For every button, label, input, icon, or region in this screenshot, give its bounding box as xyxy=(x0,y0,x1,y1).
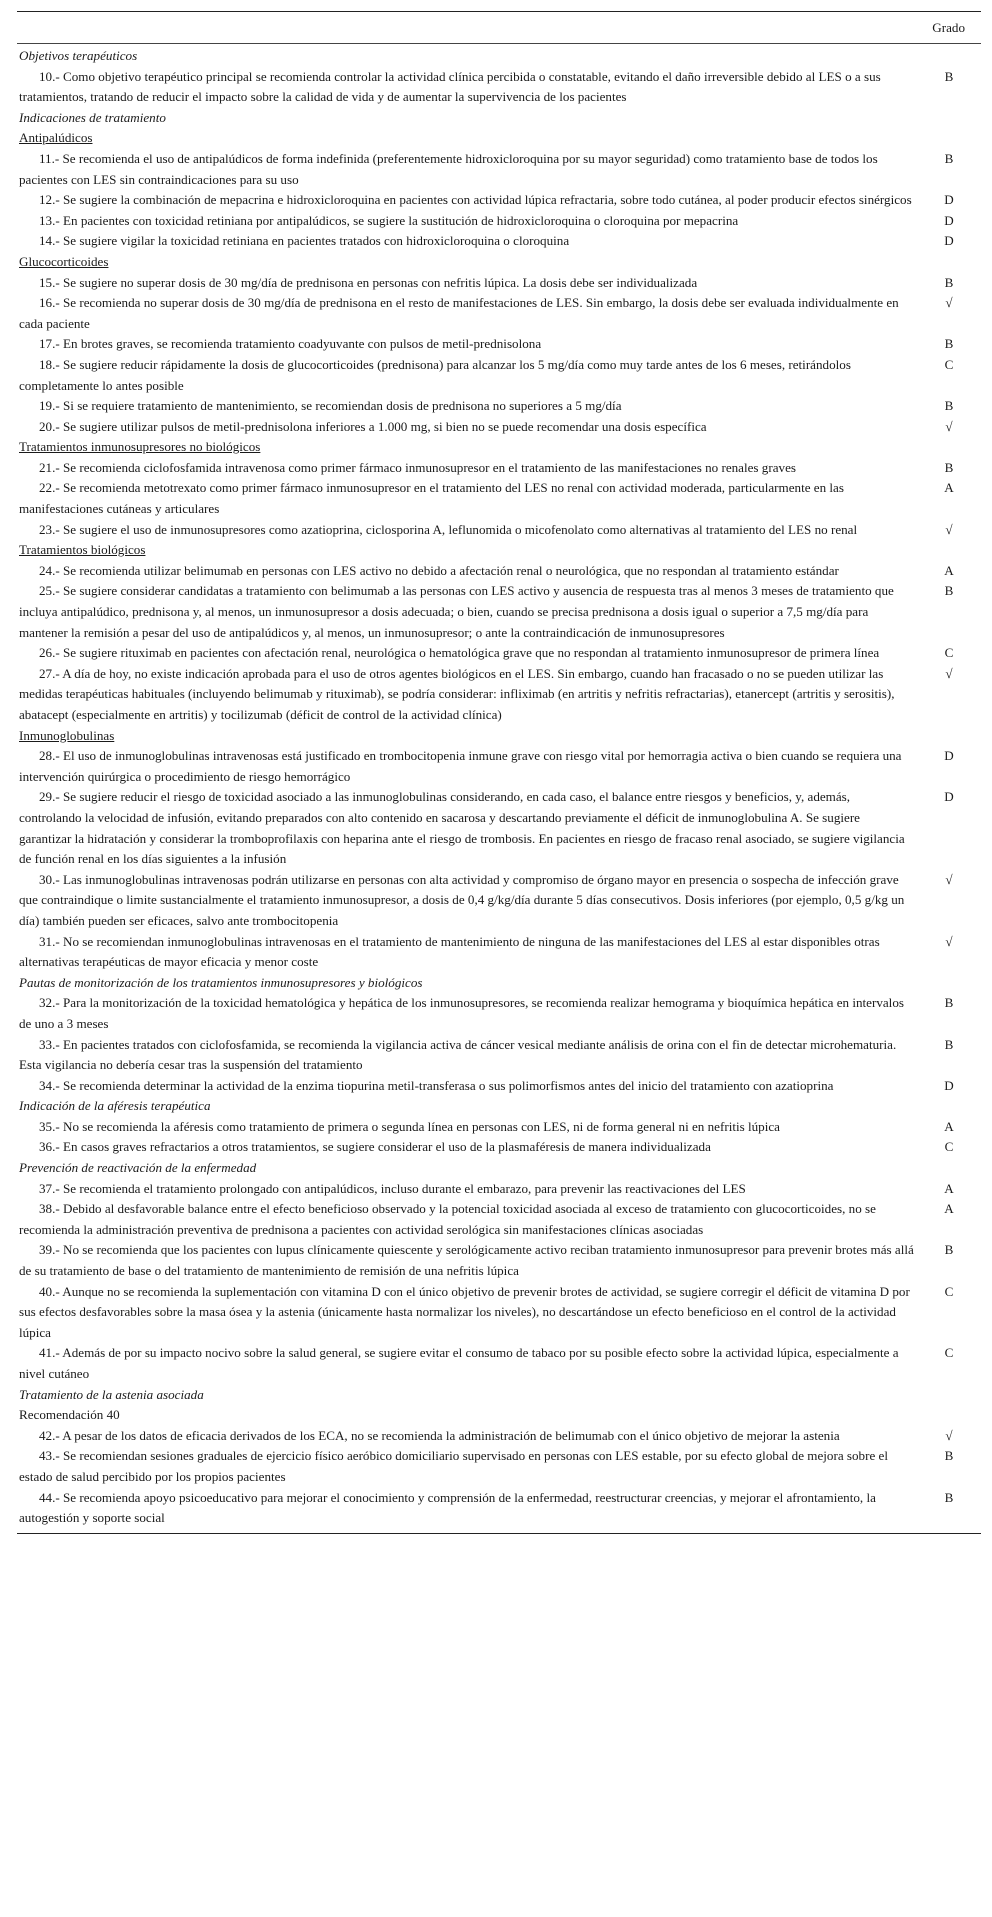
recommendation-text: 18.- Se sugiere reducir rápidamente la dosis de glucocorticoides (prednisona) para alcanzar los 5 mg/día como muy tarde antes de los 6 meses, retirándolos completamente lo antes posible xyxy=(19,356,851,393)
recommendation-grade: A xyxy=(944,562,954,578)
recommendation-row xyxy=(17,1240,981,1281)
recommendation-text: 16.- Se recomienda no superar dosis de 30 mg/día de prednisona en el resto de manifestaciones de LES. Sin embargo, la dosis debe ser evaluada individualmente en cada paciente xyxy=(19,295,899,331)
recommendation-row xyxy=(17,231,981,252)
recommendation-text: 29.- Se sugiere reducir el riesgo de toxicidad asociado a las inmunoglobulinas considerando, en cada caso, el balance entre riesgos y beneficios, y, además, controlando la velocidad de infusión, evitando preparados con alto contenido en sacarosa y descartando previamente el déficit de inmunoglobulina A. Se sugiere garantizar la hidratación y considerar la tromboprofilaxis con heparina ante el riesgo de trombosis. En pacientes en riesgo de fracaso renal asociado, se sugiere vigilancia de función renal en los días siguientes a la infusión xyxy=(19,789,905,867)
recommendation-grade: √ xyxy=(945,295,953,311)
recommendation-grade: B xyxy=(944,1448,954,1464)
recommendation-row xyxy=(17,67,981,108)
recommendation-row xyxy=(17,664,981,726)
recommendation-text: 34.- Se recomienda determinar la actividad de la enzima tiopurina metil-transferasa o sus polimorfismos antes del inicio del tratamiento con azatioprina xyxy=(39,1077,834,1093)
recommendation-grade: D xyxy=(944,212,954,228)
recommendation-row xyxy=(17,211,981,232)
recommendation-row xyxy=(17,1426,981,1447)
table-body xyxy=(17,44,981,1529)
recommendation-row xyxy=(17,993,981,1034)
recommendation-grade: A xyxy=(944,1201,954,1217)
recommendation-row xyxy=(17,1343,981,1384)
recommendation-grade: √ xyxy=(945,871,953,887)
recommendation-row xyxy=(17,1035,981,1076)
grade-column-header: Grado xyxy=(932,20,965,35)
recommendation-text: 26.- Se sugiere rituximab en pacientes con afectación renal, neurológica o hematológica grave que no respondan al tratamiento inmunosupresor de primera línea xyxy=(39,645,880,661)
recommendation-text: 33.- En pacientes tratados con ciclofosfamida, se recomienda la vigilancia activa de cáncer vesical mediante análisis de orina con el fin de detectar microhematuria. Esta vigilancia no debería cesar tras la suspensión del tratamiento xyxy=(19,1036,897,1073)
recommendation-row xyxy=(17,520,981,541)
recommendation-grade: √ xyxy=(945,418,953,434)
recommendation-text: 11.- Se recomienda el uso de antipalúdicos de forma indefinida (preferentemente hidroxicloroquina por su mayor seguridad) como tratamiento base de todos los pacientes con LES sin contraindicaciones para su uso xyxy=(19,150,878,187)
table-header-row xyxy=(17,12,981,43)
recommendation-row xyxy=(17,273,981,294)
recommendation-text: 28.- El uso de inmunoglobulinas intravenosas está justificado en trombocitopenia inmune grave con riesgo vital por hemorragia activa o bien cuando se requiera una intervención quirúrgica o procedimiento de riesgo hemorrágico xyxy=(19,748,902,784)
section-heading: Indicación de la aféresis terapéutica xyxy=(19,1098,211,1114)
recommendation-grade: B xyxy=(944,583,954,599)
recommendation-text: 43.- Se recomiendan sesiones graduales de ejercicio físico aeróbico domiciliario supervisado en personas con LES estable, por su efecto global de mejora sobre el estado de salud percibido por los propios pacientes xyxy=(19,1448,888,1484)
recommendation-text: 22.- Se recomienda metotrexato como primer fármaco inmunosupresor en el tratamiento del LES no renal con actividad moderada, particularmente en las manifestaciones cutáneas y articulares xyxy=(19,480,844,517)
recommendation-row xyxy=(17,190,981,211)
subsection-heading: Tratamientos biológicos xyxy=(19,542,146,558)
recommendation-text: 36.- En casos graves refractarios a otros tratamientos, se sugiere considerar el uso de la plasmaféresis de manera individualizada xyxy=(39,1139,711,1155)
recommendation-grade: B xyxy=(944,1489,954,1505)
recommendation-grade: √ xyxy=(945,665,953,681)
recommendation-grade: C xyxy=(944,356,954,372)
recommendation-text: 24.- Se recomienda utilizar belimumab en personas con LES activo no debido a afectación renal o neurológica, que no respondan al tratamiento estándar xyxy=(39,562,839,578)
recommendation-text: 42.- A pesar de los datos de eficacia derivados de los ECA, no se recomienda la administración de belimumab con el único objetivo de mejorar la astenia xyxy=(39,1427,840,1443)
recommendation-row xyxy=(17,417,981,438)
recommendation-grade: √ xyxy=(945,933,953,949)
recommendation-text: 31.- No se recomiendan inmunoglobulinas intravenosas en el tratamiento de mantenimiento de ninguna de las manifestaciones del LES al estar disponibles otras alternativas terapéuticas de mayor eficacia y menor coste xyxy=(19,933,880,970)
recommendation-grade: B xyxy=(944,995,954,1011)
recommendation-text: 44.- Se recomienda apoyo psicoeducativo para mejorar el conocimiento y comprensión de la enfermedad, reestructurar creencias, y mejorar el afrontamiento, la autogestión y soporte social xyxy=(19,1489,876,1526)
subsection-heading: Tratamientos inmunosupresores no biológicos xyxy=(19,439,261,455)
recommendation-grade: B xyxy=(944,1242,954,1258)
section-heading: Tratamiento de la astenia asociada xyxy=(19,1386,204,1402)
recommendation-row xyxy=(17,478,981,519)
recommendation-grade: D xyxy=(944,748,954,764)
recommendations-table xyxy=(17,11,981,1534)
recommendation-row xyxy=(17,149,981,190)
recommendation-row xyxy=(17,870,981,932)
recommendation-text: 27.- A día de hoy, no existe indicación aprobada para el uso de otros agentes biológicos en el LES. Sin embargo, cuando han fracasado o no se pueden utilizar las medidas terapéuticas habituales (incluyendo belimumab y rituximab), se podría considerar: infliximab (en artritis y nefritis refractarias), etanercept (artritis y serositis), abatacept (especialmente en artritis) y tocilizumab (déficit de control de la actividad clínica) xyxy=(19,665,895,722)
recommendation-text: 12.- Se sugiere la combinación de mepacrina e hidroxicloroquina en pacientes con actividad lúpica refractaria, sobre todo cutánea, al poder producir efectos sinérgicos xyxy=(39,192,912,208)
recommendation-row xyxy=(17,1282,981,1344)
recommendation-text: 20.- Se sugiere utilizar pulsos de metil-prednisolona inferiores a 1.000 mg, si bien no se puede recomendar una dosis específica xyxy=(39,418,707,434)
table-bottom-rule xyxy=(17,1533,981,1534)
recommendation-text: 19.- Si se requiere tratamiento de mantenimiento, se recomiendan dosis de prednisona no superiores a 5 mg/día xyxy=(39,398,622,414)
recommendation-grade: A xyxy=(944,480,954,496)
subsection-heading: Antipalúdicos xyxy=(19,130,93,146)
recommendation-text: 37.- Se recomienda el tratamiento prolongado con antipalúdicos, incluso durante el embarazo, para prevenir las reactivaciones del LES xyxy=(39,1180,746,1196)
recommendation-row xyxy=(17,1199,981,1240)
recommendation-row xyxy=(17,643,981,664)
recommendation-row xyxy=(17,1137,981,1158)
recommendation-grade: √ xyxy=(945,1427,953,1443)
recommendation-row xyxy=(17,561,981,582)
recommendation-grade: D xyxy=(944,233,954,249)
recommendation-grade: D xyxy=(944,789,954,805)
plain-line: Recomendación 40 xyxy=(19,1407,120,1423)
recommendation-grade: B xyxy=(944,1036,954,1052)
recommendation-text: 40.- Aunque no se recomienda la suplementación con vitamina D con el único objetivo de prevenir brotes de actividad, se sugiere corregir el déficit de vitamina D por sus efectos desfavorables sobre la masa ósea y la astenia (únicamente hasta normalizar los niveles), no descartándose un efecto beneficioso en el control de la actividad lúpica xyxy=(19,1283,910,1340)
subsection-heading: Glucocorticoides xyxy=(19,253,109,269)
subsection-heading: Inmunoglobulinas xyxy=(19,727,115,743)
recommendation-row xyxy=(17,787,981,869)
recommendation-row xyxy=(17,1446,981,1487)
section-heading: Indicaciones de tratamiento xyxy=(19,109,166,125)
recommendation-text: 13.- En pacientes con toxicidad retiniana por antipalúdicos, se sugiere la sustitución de hidroxicloroquina o cloroquina por mepacrina xyxy=(39,212,739,228)
recommendation-grade: C xyxy=(944,1139,954,1155)
recommendation-grade: B xyxy=(944,459,954,475)
recommendation-text: 17.- En brotes graves, se recomienda tratamiento coadyuvante con pulsos de metil-prednisolona xyxy=(39,336,542,352)
recommendation-row xyxy=(17,746,981,787)
recommendation-grade: B xyxy=(944,336,954,352)
recommendation-grade: A xyxy=(944,1180,954,1196)
recommendation-grade: D xyxy=(944,192,954,208)
recommendation-grade: C xyxy=(944,645,954,661)
recommendation-text: 23.- Se sugiere el uso de inmunosupresores como azatioprina, ciclosporina A, leflunomida o micofenolato como alternativas al tratamiento del LES no renal xyxy=(39,521,858,537)
recommendation-row xyxy=(17,581,981,643)
section-heading: Prevención de reactivación de la enfermedad xyxy=(19,1160,257,1176)
recommendation-grade: B xyxy=(944,150,954,166)
recommendation-text: 14.- Se sugiere vigilar la toxicidad retiniana en pacientes tratados con hidroxicloroquina o cloroquina xyxy=(39,233,570,249)
recommendation-grade: B xyxy=(944,398,954,414)
recommendation-grade: C xyxy=(944,1283,954,1299)
recommendation-grade: A xyxy=(944,1118,954,1134)
section-heading: Objetivos terapéuticos xyxy=(19,48,138,63)
recommendation-text: 15.- Se sugiere no superar dosis de 30 mg/día de prednisona en personas con nefritis lúpica. La dosis debe ser individualizada xyxy=(39,274,698,290)
recommendation-text: 39.- No se recomienda que los pacientes con lupus clínicamente quiescente y serológicamente activo reciban tratamiento inmunosupresor para prevenir brotes más allá de su tratamiento de base o del tratamiento de mantenimiento de remisión de una nefritis lúpica xyxy=(19,1242,914,1279)
recommendation-row xyxy=(17,293,981,334)
recommendation-row xyxy=(17,334,981,355)
recommendation-text: 38.- Debido al desfavorable balance entre el efecto beneficioso observado y la potencial toxicidad asociada al exceso de tratamiento con glucocorticoides, no se recomienda la administración preventiva de prednisona a pacientes con actividad serológica sin manifestaciones clínicas asociadas xyxy=(19,1201,876,1237)
recommendation-text: 35.- No se recomienda la aféresis como tratamiento de primera o segunda línea en personas con LES, ni de forma general ni en nefritis lúpica xyxy=(39,1118,780,1134)
recommendation-grade: B xyxy=(944,68,954,84)
recommendation-row xyxy=(17,396,981,417)
recommendation-row xyxy=(17,355,981,396)
recommendation-row xyxy=(17,1488,981,1529)
recommendation-text: 41.- Además de por su impacto nocivo sobre la salud general, se sugiere evitar el consumo de tabaco por su posible efecto sobre la actividad lúpica, especialmente a nivel cutáneo xyxy=(19,1345,899,1381)
recommendation-text: 32.- Para la monitorización de la toxicidad hematológica y hepática de los inmunosupresores, se recomienda realizar hemograma y bioquímica hepática en intervalos de uno a 3 meses xyxy=(19,995,904,1031)
recommendation-text: 21.- Se recomienda ciclofosfamida intravenosa como primer fármaco inmunosupresor en el tratamiento de las manifestaciones no renales graves xyxy=(39,459,796,475)
recommendation-grade: √ xyxy=(945,521,953,537)
recommendation-grade: D xyxy=(944,1077,954,1093)
recommendation-text: 10.- Como objetivo terapéutico principal se recomienda controlar la actividad clínica percibida o constatable, evitando el daño irreversible debido al LES o a sus tratamientos, tratando de reducir el impacto sobre la calidad de vida y de aumentar la supervivencia de los pacientes xyxy=(19,68,881,105)
recommendation-text: 25.- Se sugiere considerar candidatas a tratamiento con belimumab a las personas con LES activo y ausencia de respuesta tras al menos 3 meses de tratamiento que incluya antipalúdico, prednisona y, al menos, un inmunosupresor a dosis adecuada; o bien, cuando se precisa prednisona a dosis igual o superior a 7,5 mg/día para mantener la remisión a pesar del uso de antipalúdicos y, al menos, un inmunosupresor; o ante la contraindicación de inmunosupresores xyxy=(19,583,894,640)
recommendation-row xyxy=(17,1117,981,1138)
recommendation-row xyxy=(17,1076,981,1097)
recommendation-row xyxy=(17,1179,981,1200)
section-heading: Pautas de monitorización de los tratamientos inmunosupresores y biológicos xyxy=(19,974,423,990)
recommendation-text: 30.- Las inmunoglobulinas intravenosas podrán utilizarse en personas con alta actividad y compromiso de órgano mayor en presencia o sospecha de infección grave que contraindique o limite sustancialmente el tratamiento inmunosupresor, a dosis de 0,4 g/kg/día durante 5 días consecutivos. Dosis inferiores (por ejemplo, 0,5 g/kg un día) también pueden ser eficaces, salvo ante trombocitopenia xyxy=(19,871,905,928)
recommendation-row xyxy=(17,458,981,479)
recommendation-grade: B xyxy=(944,274,954,290)
recommendation-grade: C xyxy=(944,1345,954,1361)
recommendation-row xyxy=(17,932,981,973)
